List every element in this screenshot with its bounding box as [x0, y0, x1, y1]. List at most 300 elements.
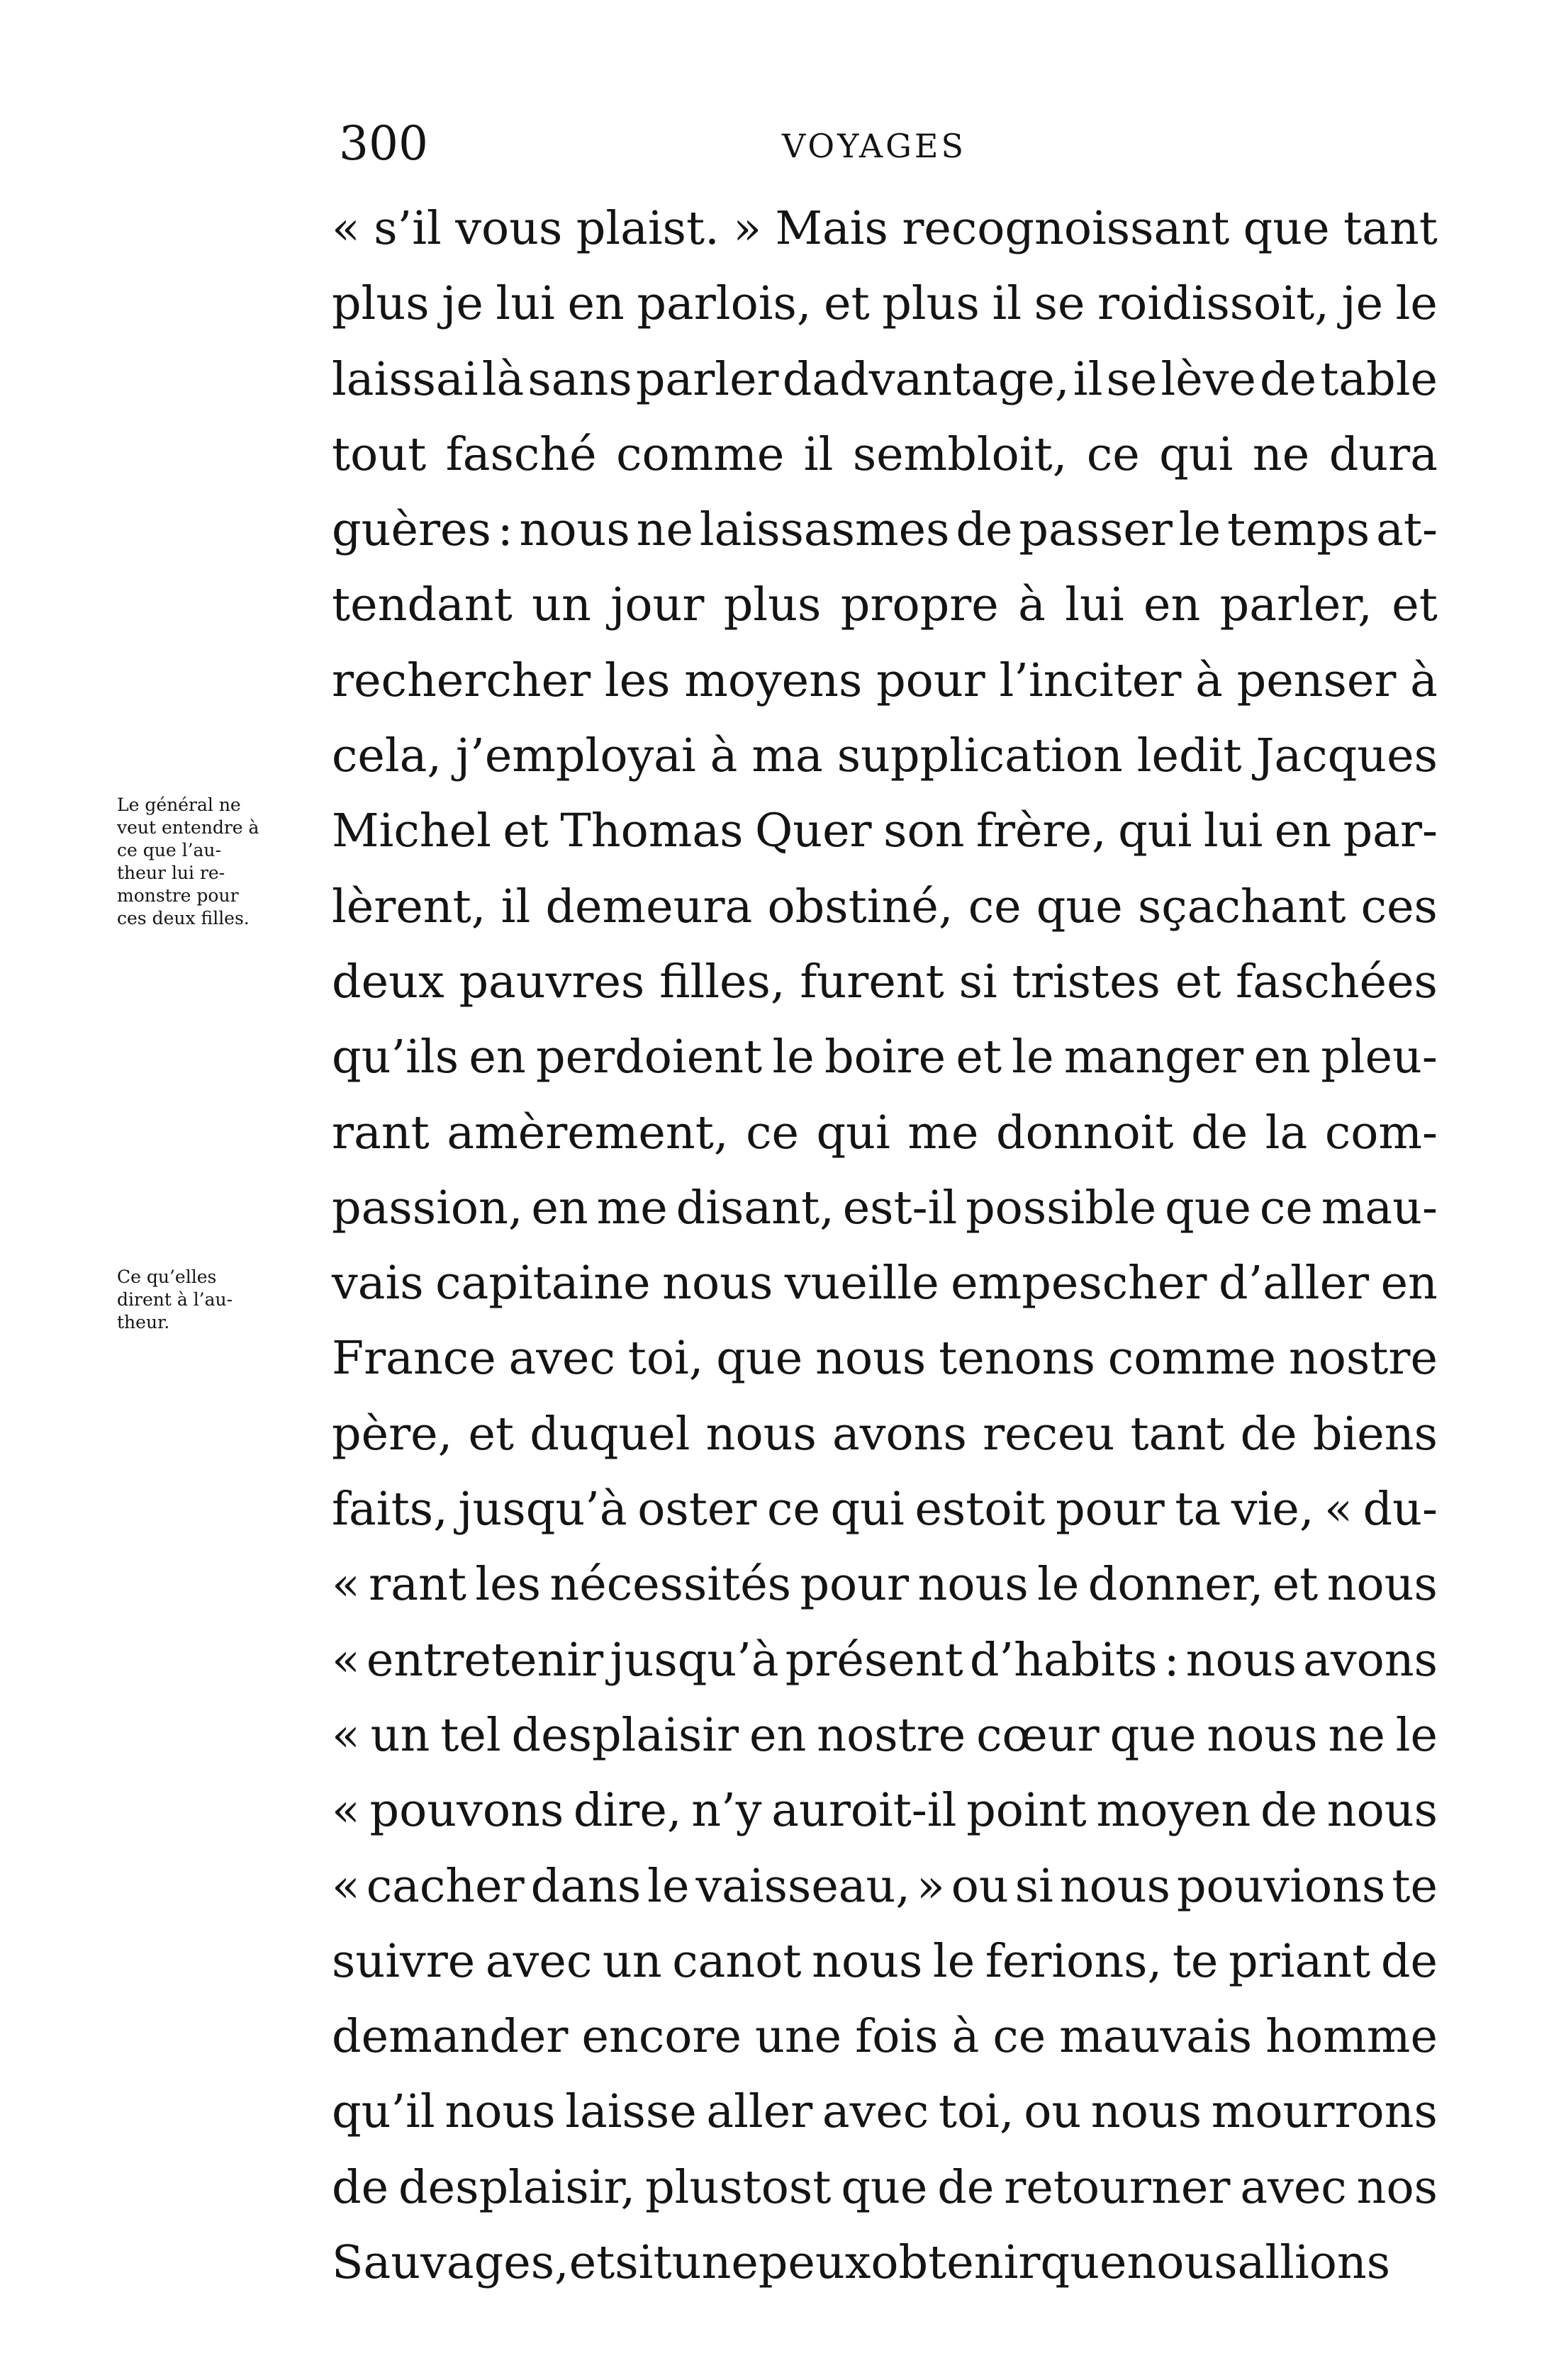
- word: homme: [1265, 2010, 1438, 2064]
- word: passion,: [332, 1181, 523, 1235]
- margin-note-line: veut entendre à: [117, 817, 259, 838]
- word: et: [956, 1031, 1002, 1084]
- text-line: [332, 794, 1438, 869]
- word: faits,: [332, 1483, 448, 1537]
- word: de: [956, 503, 1013, 557]
- word: filles,: [659, 955, 785, 1009]
- word: que: [1040, 2236, 1127, 2290]
- word: peux: [758, 2236, 871, 2290]
- text-line: [332, 266, 1438, 342]
- margin-note-line: theur lui re-: [117, 863, 225, 883]
- word: présent: [785, 1633, 963, 1687]
- word: tristes: [1012, 955, 1160, 1009]
- word: l’inciter: [999, 653, 1182, 707]
- word: tant: [1130, 1407, 1225, 1461]
- word: table: [1320, 352, 1438, 406]
- word: cacher: [366, 1859, 525, 1913]
- word: priant: [1229, 1934, 1371, 1988]
- word: point: [966, 1784, 1087, 1838]
- word: à: [951, 2010, 980, 2064]
- word: amèrement,: [447, 1106, 729, 1160]
- margin-note-line: Ce qu’elles: [117, 1267, 217, 1287]
- word: manger: [1063, 1031, 1244, 1084]
- word: en: [1380, 1257, 1438, 1310]
- word: ce: [746, 1106, 799, 1160]
- word: en: [1274, 804, 1332, 858]
- word: le: [1395, 277, 1438, 331]
- text-line: [332, 1321, 1438, 1396]
- word: nous: [1326, 1558, 1438, 1612]
- word: ce: [968, 880, 1022, 933]
- page-header: [0, 112, 1566, 176]
- word: que: [841, 2160, 928, 2214]
- word: en: [1253, 1031, 1311, 1084]
- word: nous: [1090, 2085, 1202, 2139]
- word: ne: [701, 2236, 759, 2290]
- word: ledit: [1136, 729, 1242, 783]
- word: nous: [917, 1558, 1029, 1612]
- word: :: [497, 503, 513, 557]
- word: possible: [966, 1181, 1157, 1235]
- text-line: [332, 1397, 1438, 1472]
- word: tenons: [939, 1332, 1095, 1386]
- word: laissai: [332, 352, 479, 406]
- text-line: [332, 493, 1438, 568]
- word: «: [1324, 1483, 1353, 1537]
- running-title: VOYAGES: [782, 127, 966, 165]
- word: frère,: [975, 804, 1107, 858]
- word: se: [1106, 352, 1158, 406]
- word: sans: [527, 352, 632, 406]
- word: furent: [800, 955, 944, 1009]
- word: Thomas: [560, 804, 744, 858]
- word: ne: [636, 503, 693, 557]
- word: dura: [1329, 427, 1438, 481]
- text-line: [332, 1849, 1438, 1924]
- word: «: [332, 1558, 360, 1612]
- word: il: [803, 427, 834, 481]
- word: lève: [1160, 352, 1256, 406]
- word: lui: [496, 277, 555, 331]
- margin-note-line: theur.: [117, 1312, 170, 1332]
- word: Michel: [332, 804, 491, 858]
- text-line: [332, 2150, 1438, 2225]
- word: plus: [882, 277, 980, 331]
- word: Jacques: [1255, 729, 1438, 783]
- word: fois: [855, 2010, 939, 2064]
- word: passer: [1019, 503, 1173, 557]
- word: obstiné,: [767, 880, 953, 933]
- word: faschées: [1236, 955, 1438, 1009]
- word: plus: [723, 578, 822, 632]
- word: il: [1073, 352, 1103, 406]
- word: la: [1265, 1106, 1308, 1160]
- word: nous: [1207, 1708, 1318, 1762]
- word: estoit: [915, 1483, 1046, 1537]
- word: et: [503, 804, 549, 858]
- word: son: [883, 804, 965, 858]
- word: là: [481, 352, 525, 406]
- word: nécessités: [549, 1558, 792, 1612]
- word: toi,: [627, 1332, 704, 1386]
- word: jour: [610, 578, 705, 632]
- text-line: [332, 1999, 1438, 2075]
- word: ce: [767, 1483, 820, 1537]
- word: parler,: [1219, 578, 1372, 632]
- word: Quer: [754, 804, 872, 858]
- word: si: [958, 955, 997, 1009]
- word: le: [1395, 1708, 1438, 1762]
- word: vueille: [784, 1257, 939, 1310]
- word: temps: [1227, 503, 1370, 557]
- word: ce: [1086, 427, 1140, 481]
- word: deux: [332, 955, 444, 1009]
- word: comme: [1107, 1332, 1277, 1386]
- word: je: [442, 277, 483, 331]
- text-line: [332, 191, 1438, 266]
- page-number: 300: [339, 116, 428, 171]
- word: rant: [369, 1558, 466, 1612]
- margin-note-line: monstre pour: [117, 885, 239, 906]
- word: en: [469, 1031, 526, 1084]
- word: ou: [1024, 2085, 1082, 2139]
- word: avec: [485, 1934, 593, 1988]
- word: biens: [1312, 1407, 1438, 1461]
- word: et: [468, 1407, 515, 1461]
- word: de: [937, 2160, 995, 2214]
- word: plus: [332, 277, 430, 331]
- word: qu’ils: [332, 1031, 459, 1084]
- word: entretenir: [366, 1633, 604, 1687]
- word: nous: [662, 1257, 773, 1310]
- word: te: [1172, 1934, 1219, 1988]
- word: ce: [992, 2010, 1046, 2064]
- word: n’y: [691, 1784, 762, 1838]
- word: le: [1178, 503, 1221, 557]
- word: tel: [440, 1708, 501, 1762]
- word: nous: [1126, 2236, 1238, 2290]
- word: le: [1012, 1031, 1054, 1084]
- word: le: [647, 1859, 690, 1913]
- word: pour: [876, 653, 985, 707]
- word: donnoit: [996, 1106, 1174, 1160]
- word: nos: [1356, 2160, 1438, 2214]
- word: empescher: [951, 1257, 1207, 1310]
- word: disant,: [676, 1181, 834, 1235]
- text-line: [332, 417, 1438, 493]
- word: ce: [1259, 1181, 1313, 1235]
- word: en: [1143, 578, 1201, 632]
- word: moyen: [1096, 1784, 1251, 1838]
- word: roidissoit,: [1097, 277, 1329, 331]
- margin-note-line: ces deux filles.: [117, 908, 250, 928]
- word: que: [1165, 1181, 1252, 1235]
- word: si: [1014, 1859, 1053, 1913]
- word: parlois,: [637, 277, 812, 331]
- word: ma: [751, 729, 823, 783]
- word: demander: [332, 2010, 569, 2064]
- word: vous: [455, 202, 563, 255]
- word: pauvres: [459, 955, 645, 1009]
- word: allions: [1237, 2236, 1391, 2290]
- word: cela,: [332, 729, 442, 783]
- word: auroit-il: [771, 1784, 957, 1838]
- word: laisse: [565, 2085, 697, 2139]
- text-line: [332, 1698, 1438, 1773]
- word: aller: [706, 2085, 813, 2139]
- word: de: [1260, 352, 1317, 406]
- word: s’il: [374, 202, 442, 255]
- word: retourner: [1004, 2160, 1231, 2214]
- word: tout: [332, 427, 427, 481]
- word: et: [569, 2236, 615, 2290]
- text-line: [332, 1773, 1438, 1848]
- word: :: [1163, 1633, 1180, 1687]
- word: moyens: [684, 653, 863, 707]
- word: si: [615, 2236, 654, 2290]
- word: une: [754, 2010, 842, 2064]
- text-line: [332, 2075, 1438, 2150]
- word: nous: [519, 503, 630, 557]
- text-line: [332, 1246, 1438, 1321]
- text-line: [332, 568, 1438, 643]
- word: nostre: [1288, 1332, 1438, 1386]
- word: et: [1175, 955, 1221, 1009]
- text-line: [332, 1924, 1438, 1999]
- word: je: [1341, 277, 1384, 331]
- word: jusqu’à: [458, 1483, 627, 1537]
- word: que: [1036, 880, 1123, 933]
- word: ferions,: [985, 1934, 1163, 1988]
- word: pour: [1056, 1483, 1165, 1537]
- body-text: [332, 191, 1438, 2301]
- word: le: [1037, 1558, 1080, 1612]
- word: de: [1380, 1934, 1438, 1988]
- margin-note-general: [117, 794, 330, 930]
- margin-note-line: dirent à l’au-: [117, 1289, 233, 1310]
- text-line: [332, 644, 1438, 719]
- word: pleu-: [1321, 1031, 1438, 1084]
- word: nostre: [817, 1708, 966, 1762]
- word: nous: [1326, 1784, 1438, 1838]
- word: lèrent,: [332, 880, 486, 933]
- word: desplaisir: [511, 1708, 739, 1762]
- word: ne: [1252, 427, 1310, 481]
- word: rant: [332, 1106, 430, 1160]
- word: avec: [508, 1332, 615, 1386]
- word: toi,: [938, 2085, 1014, 2139]
- word: qu’il: [332, 2085, 435, 2139]
- word: supplication: [837, 729, 1123, 783]
- text-line: [332, 945, 1438, 1020]
- word: donner,: [1087, 1558, 1264, 1612]
- word: nous: [1185, 1633, 1297, 1687]
- word: à: [710, 729, 738, 783]
- word: à: [1410, 653, 1438, 707]
- word: capitaine: [435, 1257, 651, 1310]
- word: avec: [822, 2085, 929, 2139]
- word: vais: [332, 1257, 424, 1310]
- text-line: [332, 1472, 1438, 1547]
- word: »: [917, 1859, 945, 1913]
- word: à: [1195, 653, 1223, 707]
- word: de: [1191, 1106, 1248, 1160]
- word: un: [532, 578, 591, 632]
- word: d’habits: [969, 1633, 1158, 1687]
- word: que: [1109, 1708, 1197, 1762]
- text-line: [332, 2225, 1438, 2301]
- word: pouvions: [1176, 1859, 1386, 1913]
- word: rechercher: [332, 653, 591, 707]
- word: fasché: [445, 427, 597, 481]
- word: de: [1240, 1407, 1297, 1461]
- word: se: [1034, 277, 1085, 331]
- word: tu: [653, 2236, 702, 2290]
- word: ces: [1360, 880, 1438, 933]
- word: et: [824, 277, 870, 331]
- word: com-: [1324, 1106, 1438, 1160]
- word: duquel: [530, 1407, 690, 1461]
- word: du-: [1363, 1483, 1438, 1537]
- word: tendant: [332, 578, 513, 632]
- word: me: [596, 1181, 668, 1235]
- word: propre: [840, 578, 999, 632]
- word: «: [332, 202, 360, 255]
- word: laissasmes: [699, 503, 950, 557]
- word: suivre: [332, 1934, 476, 1988]
- word: nous: [812, 1934, 923, 1988]
- word: tant: [1343, 202, 1438, 255]
- word: te: [1392, 1859, 1438, 1913]
- word: me: [907, 1106, 979, 1160]
- word: pouvons: [369, 1784, 564, 1838]
- word: «: [332, 1784, 360, 1838]
- word: plaist.: [576, 202, 720, 255]
- word: obtenir: [871, 2236, 1041, 2290]
- text-line: [332, 1020, 1438, 1095]
- word: sçachant: [1137, 880, 1346, 933]
- word: il: [992, 277, 1022, 331]
- word: les: [604, 653, 671, 707]
- word: ta: [1175, 1483, 1221, 1537]
- word: il: [500, 880, 531, 933]
- word: vie,: [1231, 1483, 1314, 1537]
- text-line: [332, 1171, 1438, 1246]
- word: en: [749, 1708, 807, 1762]
- word: et: [1392, 578, 1438, 632]
- word: mourrons: [1211, 2085, 1438, 2139]
- word: père,: [332, 1407, 453, 1461]
- text-line: [332, 1623, 1438, 1698]
- word: que: [1243, 202, 1330, 255]
- word: le: [772, 1031, 815, 1084]
- word: qui: [1159, 427, 1234, 481]
- margin-note-line: Le général ne: [117, 795, 241, 815]
- word: lui: [1065, 578, 1124, 632]
- word: dire,: [573, 1784, 682, 1838]
- word: recognoissant: [902, 202, 1230, 255]
- word: avons: [832, 1407, 967, 1461]
- word: encore: [581, 2010, 742, 2064]
- word: demeura: [545, 880, 753, 933]
- word: «: [332, 1708, 360, 1762]
- word: à: [1018, 578, 1046, 632]
- word: Sauvages,: [332, 2236, 569, 2290]
- word: France: [332, 1332, 496, 1386]
- word: le: [932, 1934, 975, 1988]
- word: avec: [1240, 2160, 1347, 2214]
- margin-note-line: ce que l’au-: [117, 840, 221, 860]
- word: dadvantage,: [782, 352, 1070, 406]
- word: jusqu’à: [610, 1633, 779, 1687]
- word: nous: [1059, 1859, 1170, 1913]
- word: mau-: [1321, 1181, 1438, 1235]
- text-line: [332, 870, 1438, 945]
- word: est-il: [842, 1181, 958, 1235]
- word: d’aller: [1218, 1257, 1370, 1310]
- word: «: [332, 1633, 360, 1687]
- margin-note-daughters: [117, 1266, 330, 1334]
- word: j’employai: [456, 729, 696, 783]
- word: un: [602, 1934, 662, 1988]
- word: qui: [816, 1106, 890, 1160]
- word: dans: [530, 1859, 642, 1913]
- word: nous: [815, 1332, 927, 1386]
- word: perdoient: [536, 1031, 763, 1084]
- word: guères: [332, 503, 491, 557]
- word: ou: [951, 1859, 1009, 1913]
- word: et: [1272, 1558, 1319, 1612]
- text-line: [332, 1547, 1438, 1622]
- text-line: [332, 719, 1438, 794]
- word: penser: [1236, 653, 1397, 707]
- word: oster: [637, 1483, 757, 1537]
- word: mauvais: [1059, 2010, 1253, 2064]
- word: «: [332, 1859, 360, 1913]
- word: lui: [1203, 804, 1263, 858]
- word: qui: [1118, 804, 1192, 858]
- word: ne: [1328, 1708, 1385, 1762]
- word: de: [332, 2160, 389, 2214]
- word: les: [475, 1558, 541, 1612]
- word: parler: [635, 352, 779, 406]
- word: en: [567, 277, 625, 331]
- text-line: [332, 1096, 1438, 1171]
- word: plustost: [645, 2160, 832, 2214]
- word: sembloit,: [852, 427, 1068, 481]
- word: que: [716, 1332, 803, 1386]
- word: nous: [705, 1407, 817, 1461]
- word: »: [733, 202, 762, 255]
- word: at-: [1376, 503, 1438, 557]
- word: comme: [616, 427, 785, 481]
- word: avons: [1303, 1633, 1438, 1687]
- word: nous: [444, 2085, 556, 2139]
- word: receu: [983, 1407, 1115, 1461]
- word: en: [531, 1181, 588, 1235]
- word: de: [1260, 1784, 1318, 1838]
- text-line: [332, 342, 1438, 417]
- word: qui: [830, 1483, 905, 1537]
- word: Mais: [775, 202, 888, 255]
- word: vaisseau,: [695, 1859, 911, 1913]
- word: cœur: [976, 1708, 1100, 1762]
- word: pour: [800, 1558, 910, 1612]
- word: desplaisir,: [398, 2160, 636, 2214]
- word: un: [370, 1708, 430, 1762]
- word: boire: [824, 1031, 946, 1084]
- word: par-: [1343, 804, 1438, 858]
